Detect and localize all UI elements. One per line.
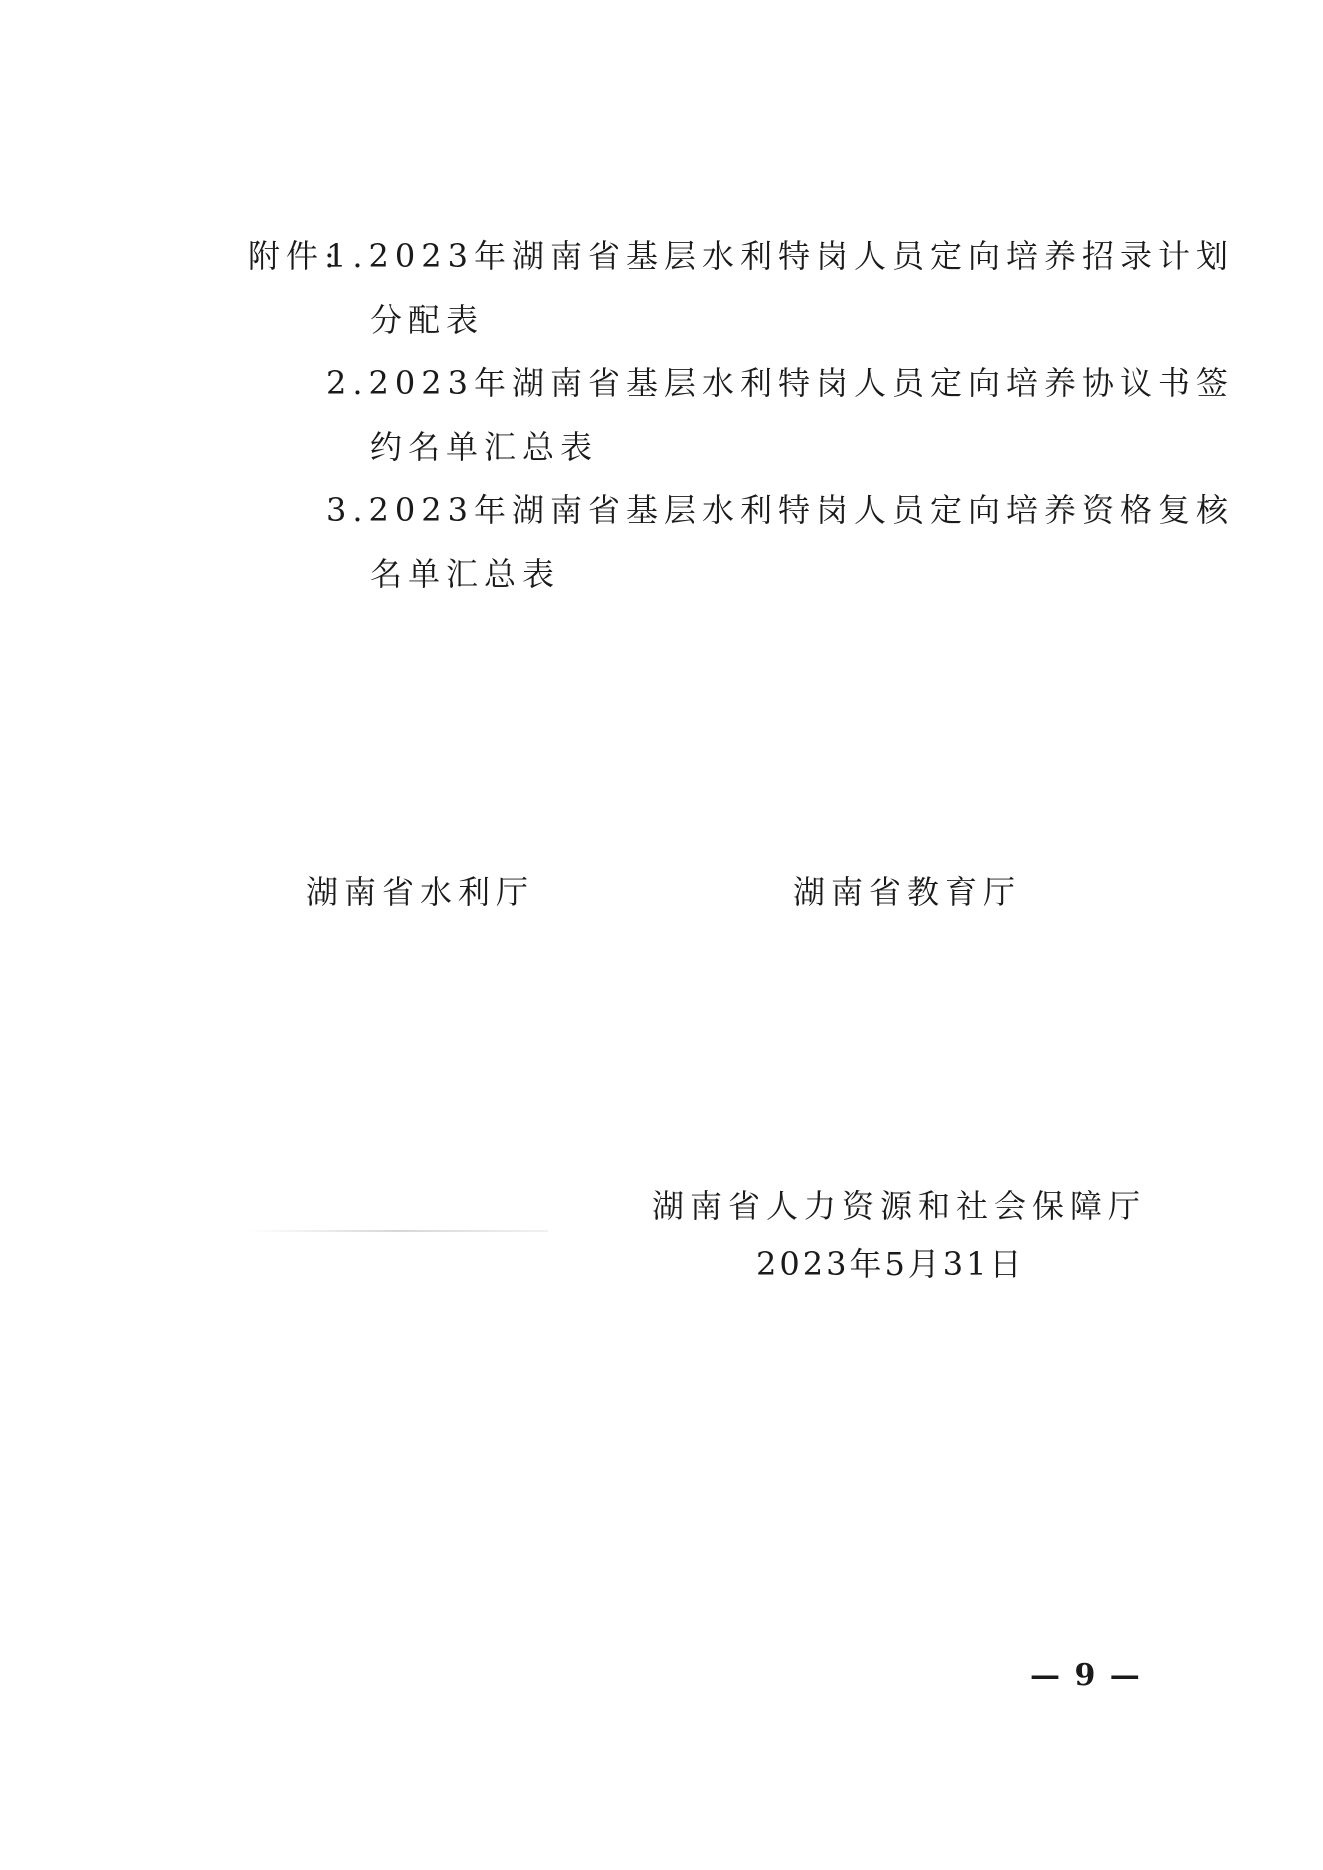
issuer-hr-social-security-dept: 湖南省人力资源和社会保障厅 (652, 1187, 1147, 1225)
attachment-1-title: 1.2023年湖南省基层水利特岗人员定向培养招录计划 (326, 237, 1234, 275)
page-number: — 9 — (1030, 1658, 1142, 1693)
issuer-water-resources-dept: 湖南省水利厅 (306, 873, 535, 911)
attachments-label: 附件: (248, 237, 341, 275)
issuer-education-dept: 湖南省教育厅 (793, 873, 1022, 911)
attachment-2-title-continued: 约名单汇总表 (370, 428, 599, 466)
scan-artifact-line (248, 1230, 548, 1232)
attachment-3-title: 3.2023年湖南省基层水利特岗人员定向培养资格复核 (326, 491, 1234, 529)
issue-date: 2023年5月31日 (756, 1245, 1025, 1283)
attachment-2-title: 2.2023年湖南省基层水利特岗人员定向培养协议书签 (326, 364, 1234, 402)
attachment-1-title-continued: 分配表 (370, 301, 485, 339)
attachment-3-title-continued: 名单汇总表 (370, 555, 561, 593)
